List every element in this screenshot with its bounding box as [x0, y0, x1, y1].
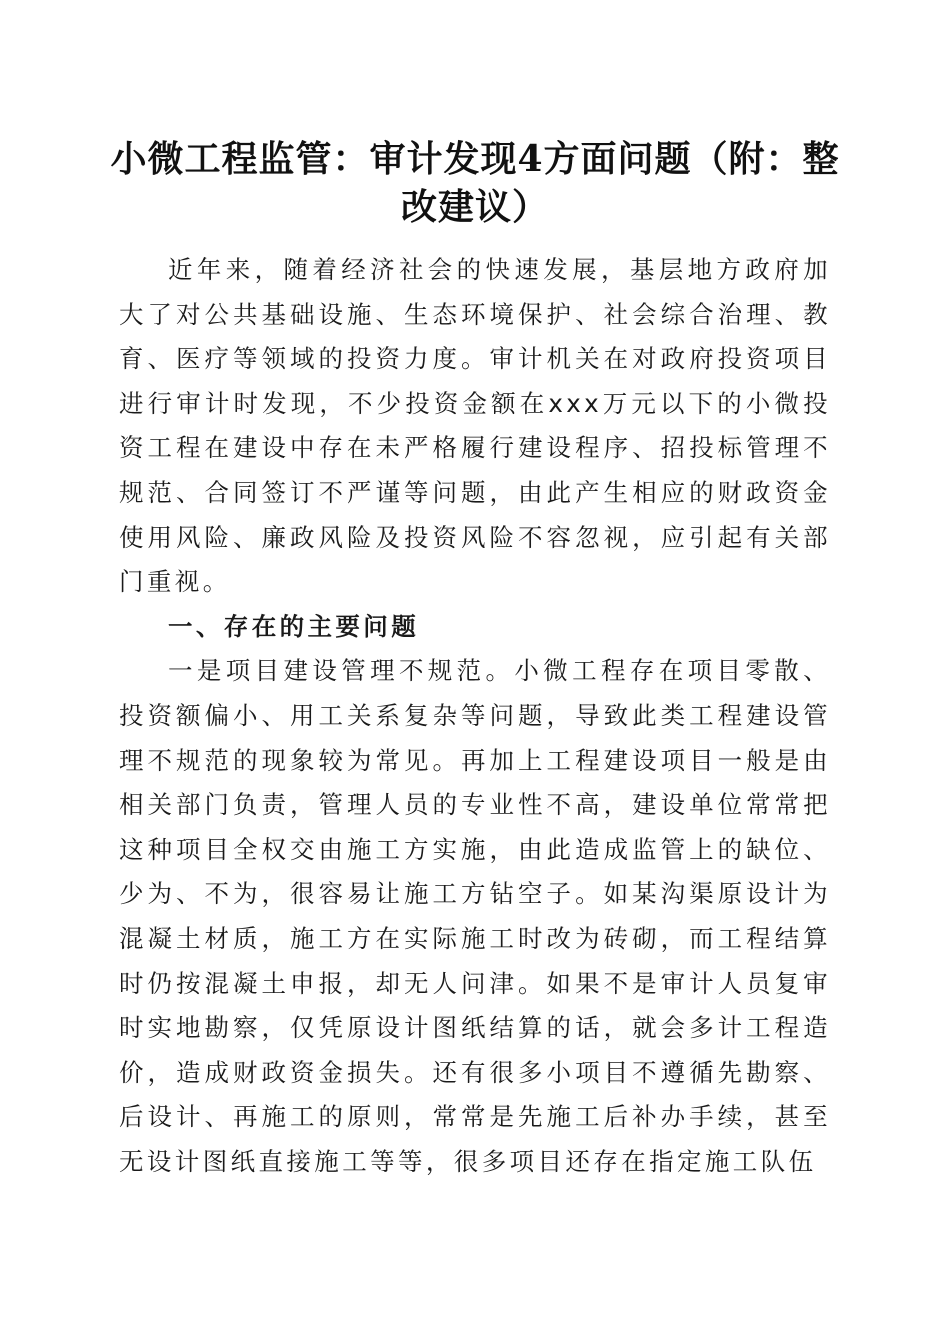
- title-line-2: 改建议）: [400, 186, 549, 228]
- point-paragraph: [119, 649, 831, 1184]
- title-line-1: 小微工程监管：审计发现4方面问题（附：整: [110, 138, 840, 180]
- point-lead: 一是项目建设管理不规范。: [168, 656, 515, 686]
- section-heading: 一、存在的主要问题: [168, 611, 420, 641]
- document-title: [100, 135, 850, 231]
- point-body: 小微工程存在项目零散、投资额偏小、用工关系复杂等问题，导致此类工程建设管理不规范的现象较为常见。再加上工程建设项目一般是由相关部门负责，管理人员的专业性不高，建设单位常常把这种项目全权交由施工方实施，由此造成监管上的缺位、少为、不为，很容易让施工方钻空子。如某沟渠原设计为混凝土材质，施工方在实际施工时改为砖砌，而工程结算时仍按混凝土申报，却无人问津。如果不是审计人员复审时实地勘察，仅凭原设计图纸结算的话，就会多计工程造价，造成财政资金损失。还有很多小项目不遵循先勘察、后设计、再施工的原则，常常是先施工后补办手续，甚至无设计图纸直接施工等等，很多项目还存在指定施工队伍: [119, 656, 831, 1176]
- intro-paragraph: 近年来，随着经济社会的快速发展，基层地方政府加大了对公共基础设施、生态环境保护、社会综合治理、教育、医疗等领域的投资力度。审计机关在对政府投资项目进行审计时发现，不少投资金额在xxx万元以下的小微投资工程在建设中存在未严格履行建设程序、招投标管理不规范、合同签订不严谨等问题，由此产生相应的财政资金使用风险、廉政风险及投资风险不容忽视，应引起有关部门重视。: [119, 255, 831, 597]
- document-body: [119, 248, 831, 1184]
